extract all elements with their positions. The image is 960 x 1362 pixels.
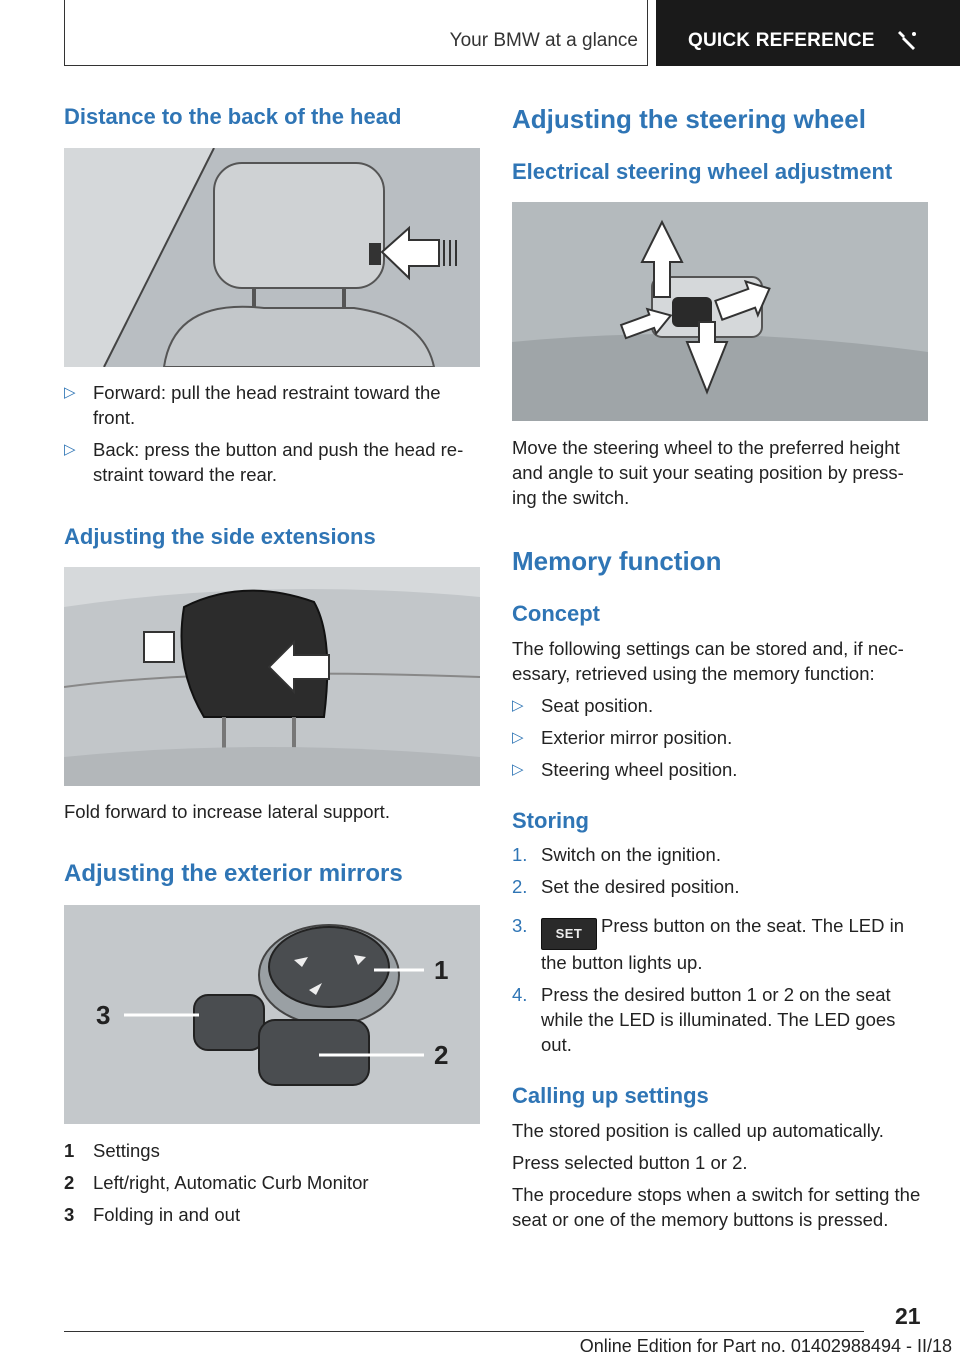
list-item: ▷ Seat position. <box>512 695 654 716</box>
set-button-icon: SET <box>541 918 597 950</box>
mirror-switch-image <box>64 905 480 1124</box>
concept-text: The following settings can be stored and, if nec‐essary, retrieved using the memory function: <box>512 638 904 684</box>
page-number: 21 <box>895 1303 921 1329</box>
footer-edition: Online Edition for Part no. 01402988494 - II/18 <box>579 1336 952 1356</box>
calling-para-2: Press selected button 1 or 2. <box>512 1152 748 1173</box>
heading-memory: Memory function <box>512 546 722 576</box>
legend-item: 1 Settings <box>64 1140 160 1161</box>
triangle-bullet-icon: ▷ <box>512 697 524 714</box>
heading-electrical-steering: Electrical steering wheel adjustment <box>512 159 893 184</box>
list-item: ▷ Exterior mirror position. <box>512 727 733 748</box>
steering-text: Move the steering wheel to the preferred height and angle to suit your seating position by press‐ing the switch. <box>512 437 904 508</box>
list-item: 2. Set the desired position. <box>512 876 740 897</box>
side-extensions-text: Fold forward to increase lateral support. <box>64 801 390 822</box>
head-distance-list <box>64 380 480 494</box>
storing-steps <box>512 842 928 1064</box>
list-item: 4. Press the desired button 1 or 2 on the seat while the LED is illuminated. The LED goes out. <box>512 984 896 1055</box>
triangle-bullet-icon: ▷ <box>64 441 76 458</box>
list-item: 1. Switch on the ignition. <box>512 844 721 865</box>
heading-exterior-mirrors: Adjusting the exterior mirrors <box>64 860 403 887</box>
callout-3: 3 <box>96 1000 111 1030</box>
calling-para-3: The procedure stops when a switch for setting the seat or one of the memory buttons is pressed. <box>512 1184 921 1230</box>
heading-head-distance: Distance to the back of the head <box>64 104 402 129</box>
triangle-bullet-icon: ▷ <box>512 761 524 778</box>
triangle-bullet-icon: ▷ <box>512 729 524 746</box>
heading-concept: Concept <box>512 601 600 626</box>
steering-switch-image <box>512 202 928 421</box>
header-tab-label: QUICK REFERENCE <box>688 30 875 51</box>
callout-1: 1 <box>434 955 449 985</box>
list-item: 3. SET Press button on the seat. The LED in the button lights up. <box>512 915 905 973</box>
heading-steering-wheel: Adjusting the steering wheel <box>512 104 866 134</box>
legend-item: 2 Left/right, Automatic Curb Monitor <box>64 1172 369 1193</box>
side-extensions-image <box>64 567 480 786</box>
heading-calling-up: Calling up settings <box>512 1083 709 1108</box>
list-item: ▷ Forward: pull the head restraint toward the front. <box>64 382 441 428</box>
list-item: ▷ Steering wheel position. <box>512 759 738 780</box>
header-tab[interactable] <box>656 0 960 66</box>
tools-icon <box>896 30 918 50</box>
heading-side-extensions: Adjusting the side extensions <box>64 524 376 549</box>
footer-divider <box>64 1331 864 1332</box>
triangle-bullet-icon: ▷ <box>64 384 76 401</box>
heading-storing: Storing <box>512 808 589 833</box>
list-item: ▷ Back: press the button and push the head re‐straint toward the rear. <box>64 439 464 485</box>
concept-list <box>512 693 928 789</box>
calling-para-1: The stored position is called up automatically. <box>512 1120 884 1141</box>
head-restraint-image <box>64 148 480 367</box>
header-section-title: Your BMW at a glance <box>449 30 638 51</box>
mirror-legend <box>64 1138 480 1234</box>
callout-2: 2 <box>434 1040 449 1070</box>
legend-item: 3 Folding in and out <box>64 1204 241 1225</box>
